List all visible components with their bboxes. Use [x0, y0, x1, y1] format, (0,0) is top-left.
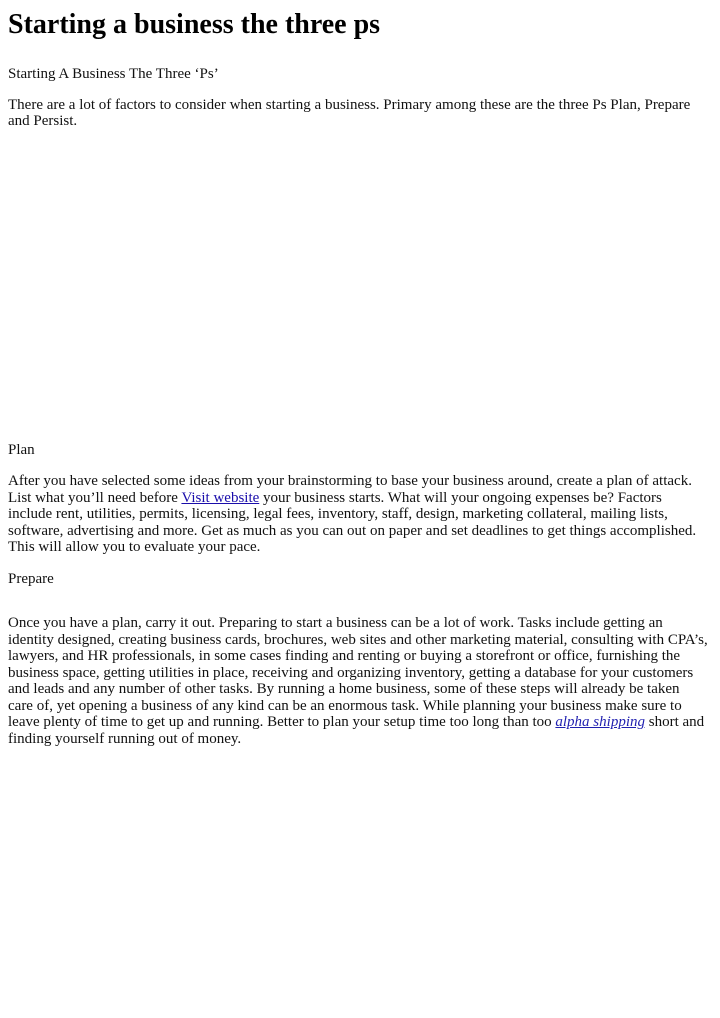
page-title: Starting a business the three ps: [8, 9, 381, 40]
plan-text-before-link: After you have selected some ideas from your brainstorming to base your business around, create a plan of attack. List what you’ll need before: [8, 473, 692, 506]
visit-website-link[interactable]: Visit website: [181, 489, 260, 506]
prepare-heading: Prepare: [8, 570, 54, 587]
alpha-shipping-link[interactable]: alpha shipping: [555, 714, 645, 730]
plan-text-after-link: your business starts. What will your ongoing expenses be? Factors include rent, utilities, permits, licensing, legal fees, inventory, staff, design, marketing collateral, mailing lists, software, advertising and more. Get as much as you can out on paper and set deadlines to get things accomplished. This will allow you to evaluate your pace.: [8, 489, 697, 555]
prepare-paragraph: [8, 615, 708, 747]
plan-paragraph: [8, 473, 708, 556]
prepare-text-before-link: Once you have a plan, carry it out. Preparing to start a business can be a lot of work. Tasks include getting an identity designed, creating business cards, brochures, web sites and other marketing material, consulting with CPA’s, lawyers, and HR professionals, in some cases finding and renting or buying a storefront or office, furnishing the business space, getting utilities in place, receiving and organizing inventory, getting a database for your customers and leads and any number of other tasks. By running a home business, some of these steps will already be taken care of, yet opening a business of any kind can be an enormous task. While planning your business make sure to leave plenty of time to get up and running. Better to plan your setup time too long than too: [8, 615, 708, 730]
plan-heading: Plan: [8, 441, 35, 458]
document-page: [8, 0, 708, 747]
prepare-text-after-link: short and finding yourself running out of money.: [8, 714, 705, 747]
subtitle: Starting A Business The Three ‘Ps’: [8, 66, 219, 82]
intro-paragraph: There are a lot of factors to consider when starting a business. Primary among these are the three Ps Plan, Prepare and Persist.: [8, 96, 691, 129]
